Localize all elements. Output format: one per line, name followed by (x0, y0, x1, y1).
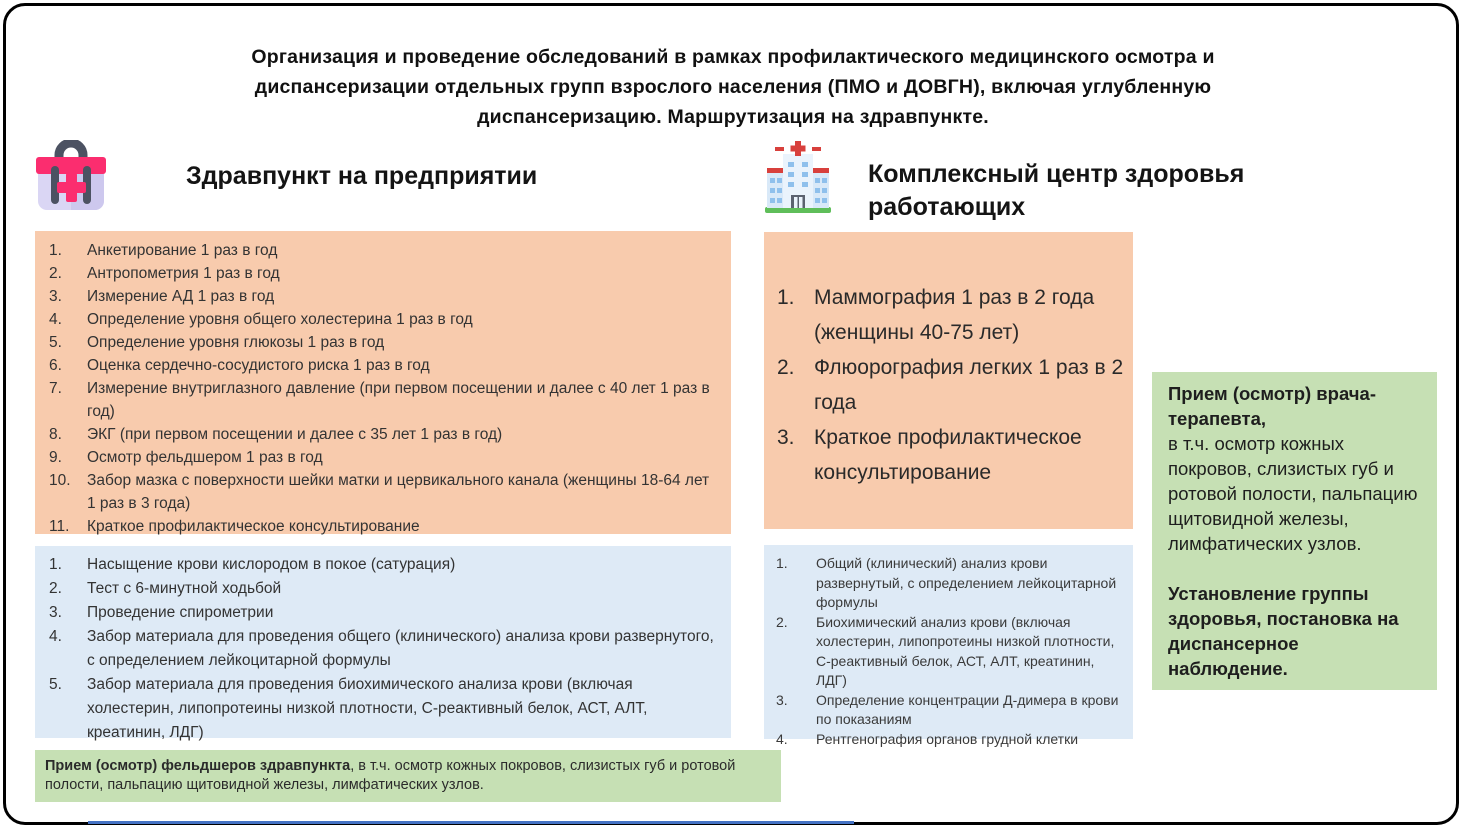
list-item-number: 6. (49, 357, 62, 374)
hospital-icon (764, 140, 832, 214)
list-item-text: Определение уровня глюкозы 1 раз в год (87, 334, 385, 351)
health-group-note: Установление группы здоровья, постановка на диспансерное наблюдение. (1168, 583, 1399, 679)
health-center-lab-tests-box (764, 545, 1133, 747)
list-item (49, 331, 719, 354)
list-item-number: 3. (777, 426, 795, 449)
list-item-number: 2. (49, 265, 62, 282)
list-item-text: Измерение внутриглазного давление (при первом посещении и далее с 40 лет 1 раз в год) (87, 380, 710, 420)
list-item-text: Оценка сердечно-сосудистого риска 1 раз в год (87, 357, 430, 374)
worksite-annual-exams-box (35, 231, 731, 534)
list-item-text: Забор материала для проведения биохимического анализа крови (включая холестерин, липопротеины низкой плотности, С-реактивный белок, АСТ, АЛТ, креатинин, ЛДГ) (87, 676, 648, 741)
list-item-number: 2. (49, 580, 62, 597)
list-item-number: 9. (49, 449, 62, 466)
list-item-number: 1. (777, 286, 795, 309)
list-item-number: 7. (49, 380, 62, 397)
list-item-number: 10. (49, 472, 71, 489)
list-item-number: 4. (49, 628, 62, 645)
first-aid-kit-icon (34, 140, 108, 214)
list-item (49, 673, 719, 745)
list-item (49, 577, 719, 601)
list-item-text: Забор мазка с поверхности шейки матки и цервикального канала (женщины 18-64 лет 1 раз в 3 года) (87, 472, 710, 512)
feldsher-exam-note (35, 750, 781, 802)
list-item (776, 613, 1125, 691)
list-item (777, 350, 1125, 420)
list-item-text: Проведение спирометрии (87, 604, 274, 621)
therapist-exam-note (1152, 372, 1437, 690)
list-item-text: Забор материала для проведения общего (клинического) анализа крови развернутого, с определением лейкоцитарной формулы (87, 628, 714, 669)
list-item-text: Краткое профилактическое консультирование (87, 518, 420, 535)
hospital-svg (764, 140, 832, 214)
list-item-text: Измерение АД 1 раз в год (87, 288, 275, 305)
list-item-number: 5. (49, 676, 62, 693)
health-center-screening-box (764, 232, 1133, 529)
list-item-text: Определение уровня общего холестерина 1 раз в год (87, 311, 473, 328)
list-item (49, 377, 719, 423)
list-item-number: 1. (49, 556, 62, 573)
worksite-additional-tests-box (35, 546, 731, 741)
list-item (776, 691, 1125, 730)
list-item (49, 285, 719, 308)
list-item-text: Флюорография легких 1 раз в 2 года (814, 356, 1124, 414)
first-aid-kit-svg (34, 140, 108, 214)
health-center-section-header: Комплексный центр здоровья работающих (868, 160, 1245, 221)
list-item (49, 423, 719, 446)
list-item (776, 730, 1125, 750)
list-item (776, 554, 1125, 613)
therapist-exam-note-body: в т.ч. осмотр кожных покровов, слизистых губ и ротовой полости, пальпацию щитовидной железы, лимфатических узлов. (1168, 433, 1418, 554)
list-item-text: Определение концентрации Д-димера в крови по показаниям (816, 691, 1119, 727)
list-item-text: Маммография 1 раз в 2 года (женщины 40-75 лет) (814, 286, 1095, 344)
list-item-text: Анкетирование 1 раз в год (87, 242, 278, 259)
therapist-exam-note-bold: Прием (осмотр) врача-терапевта, (1168, 383, 1376, 429)
list-item-text: Общий (клинический) анализ крови развернутый, с определением лейкоцитарной формулы (816, 555, 1117, 610)
feldsher-exam-note-rest: , в т.ч. осмотр кожных покровов, слизистых губ и ротовой полости, пальпацию щитовидной железы, лимфатических узлов. (45, 758, 736, 793)
title-line-3: диспансеризацию. Маршрутизация на здравпункте. (477, 106, 989, 128)
list-item-number: 3. (776, 691, 788, 708)
list-item-text: Краткое профилактическое консультирование (814, 426, 1082, 484)
list-item (49, 262, 719, 285)
page-title (113, 42, 1353, 132)
list-item-text: Антропометрия 1 раз в год (87, 265, 280, 282)
list-item-text: Рентгенография органов грудной клетки (816, 730, 1079, 747)
list-item-text: ЭКГ (при первом посещении и далее с 35 лет 1 раз в год) (87, 426, 503, 443)
list-item-number: 11. (49, 518, 70, 535)
list-item-number: 2. (776, 613, 788, 630)
list-item-text: Осмотр фельдшером 1 раз в год (87, 449, 323, 466)
worksite-section-header: Здравпункт на предприятии (186, 162, 538, 190)
list-item-number: 3. (49, 604, 62, 621)
list-item-number: 2. (777, 356, 795, 379)
list-item (49, 308, 719, 331)
list-item-text: Биохимический анализ крови (включая холестерин, липопротеины низкой плотности, С-реактивный белок, АСТ, АЛТ, креатинин, ЛДГ) (816, 613, 1115, 688)
list-item-number: 3. (49, 288, 62, 305)
list-item (49, 553, 719, 577)
title-line-1: Организация и проведение обследований в рамках профилактического медицинского осмотра и (251, 46, 1215, 68)
list-item (777, 420, 1125, 490)
list-item-number: 4. (49, 311, 62, 328)
list-item (49, 625, 719, 673)
title-line-2: диспансеризации отдельных групп взрослого населения (ПМО и ДОВГН), включая углубленную (254, 76, 1212, 98)
list-item (49, 469, 719, 515)
list-item (777, 280, 1125, 350)
list-item-text: Насыщение крови кислородом в покое (сатурация) (87, 556, 456, 573)
list-item (49, 239, 719, 262)
list-item (49, 515, 719, 538)
list-item-text: Тест с 6-минутной ходьбой (87, 580, 282, 597)
list-item-number: 4. (776, 730, 788, 747)
list-item-number: 8. (49, 426, 62, 443)
list-item-number: 5. (49, 334, 62, 351)
list-item-number: 1. (776, 555, 788, 571)
list-item (49, 601, 719, 625)
list-item-number: 1. (49, 242, 62, 259)
feldsher-exam-note-bold: Прием (осмотр) фельдшеров здравпункта (45, 758, 351, 774)
list-item (49, 354, 719, 377)
bottom-accent-line (88, 821, 854, 824)
list-item (49, 446, 719, 469)
